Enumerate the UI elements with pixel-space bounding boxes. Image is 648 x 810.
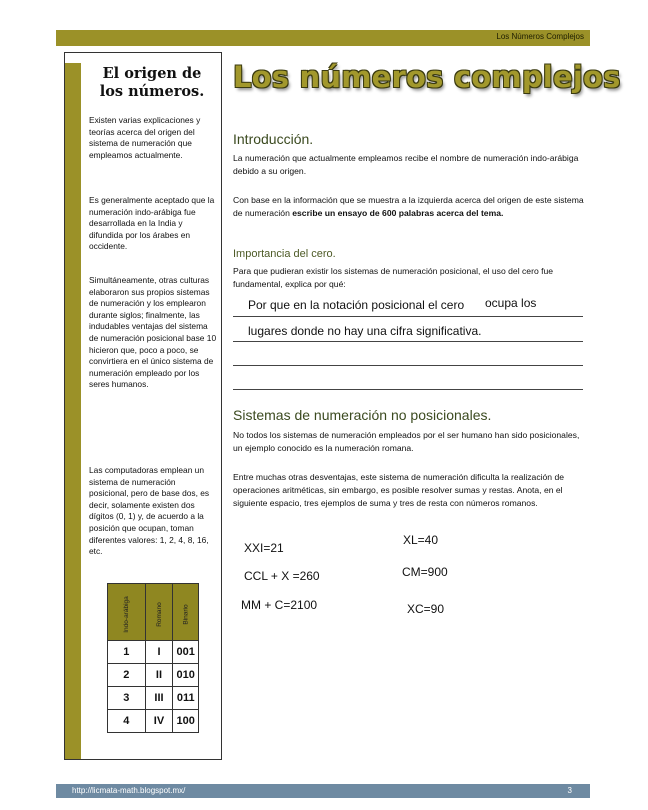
table-row: [108, 687, 199, 710]
table-cell: 4: [108, 710, 146, 733]
numeral-table: [107, 583, 199, 733]
table-cell: IV: [145, 710, 173, 733]
section-heading-non-positional: Sistemas de numeración no posicionales.: [233, 407, 492, 423]
non-positional-instruction: Entre muchas otras desventajas, este sistema de numeración dificulta la realización de operaciones aritméticas, sin embargo, es posible resolver sumas y restas. Anota, en el siguiente espacio, tres ejemplos de suma y tres de resta con números romanos.: [233, 472, 565, 508]
roman-example: CCL + X =260: [244, 569, 320, 583]
table-row: [108, 641, 199, 664]
section-heading-intro: Introducción.: [233, 131, 314, 147]
page-number: 3: [567, 786, 572, 795]
non-positional-paragraph: No todos los sistemas de numeración empleados por el ser humano han sido posicionales, un ejemplo conocido es la numeración romana.: [233, 430, 580, 453]
roman-example: MM + C=2100: [241, 598, 318, 612]
table-header-label: Binario: [182, 604, 190, 625]
roman-example: CM=900: [402, 565, 448, 579]
table-cell: 100: [173, 710, 199, 733]
answer-text: ocupa los: [485, 296, 537, 310]
table-cell: 010: [173, 664, 199, 687]
sidebar-panel: [64, 52, 222, 760]
sidebar-paragraph: Existen varias explicaciones y teorías acerca del origen del sistema de numeración que empleamos actualmente.: [89, 115, 201, 160]
running-title: Los Números Complejos: [496, 32, 584, 41]
table-header-label: Romano: [155, 602, 163, 627]
intro-instruction: [233, 194, 591, 220]
answer-text: Por que en la notación posicional el cero: [248, 298, 465, 312]
footer-url[interactable]: http://licmata-math.blogspot.mx/: [72, 786, 186, 795]
table-header-cell: [108, 584, 146, 641]
answer-line: [233, 365, 583, 366]
intro-paragraph: La numeración que actualmente empleamos recibe el nombre de numeración indo-arábiga debido a su origen.: [233, 153, 579, 176]
instruction-bold-text: escribe un ensayo de 600 palabras acerca del tema.: [292, 208, 504, 218]
table-header-label: Indo-arábiga: [122, 596, 130, 633]
page-title: Los números complejos: [233, 60, 621, 94]
table-cell: III: [145, 687, 173, 710]
sidebar-paragraph: Simultáneamente, otras culturas elaboraron sus propios sistemas de numeración y los emplearon durante siglos; finalmente, las indudables ventajas del sistema de numeración posicional base 10 hicieron que, poco a poco, se convirtiera en el único sistema de numeración empleado por los seres humanos.: [89, 275, 217, 390]
instruction-text: Con base en la información que se muestra a la izquierda acerca del origen de este sistema de numeración: [233, 195, 584, 218]
sidebar-stripe: [65, 63, 81, 759]
roman-example: XL=40: [403, 533, 439, 547]
table-row: [108, 710, 199, 733]
footer-bar: [56, 784, 590, 798]
answer-text: lugares donde no hay una cifra significativa.: [248, 324, 482, 338]
section-heading-zero: Importancia del cero.: [233, 248, 336, 260]
table-cell: II: [145, 664, 173, 687]
table-cell: 3: [108, 687, 146, 710]
table-cell: I: [145, 641, 173, 664]
table-header-cell: [173, 584, 199, 641]
sidebar-paragraph: Es generalmente aceptado que la numeración indo-arábiga fue desarrollada en la India y difundida por los árabes en occidente.: [89, 195, 215, 252]
answer-line: [233, 341, 583, 342]
answer-line: [233, 389, 583, 390]
header-bar: [56, 30, 590, 46]
table-cell: 2: [108, 664, 146, 687]
sidebar-title: El origen de los números.: [99, 65, 205, 100]
table-cell: 1: [108, 641, 146, 664]
table-header-row: [108, 584, 199, 641]
table-cell: 001: [173, 641, 199, 664]
answer-line: [233, 316, 583, 317]
zero-question: Para que pudieran existir los sistemas de numeración posicional, el uso del cero fue fundamental, explica por qué:: [233, 266, 554, 289]
table-cell: 011: [173, 687, 199, 710]
table-header-cell: [145, 584, 173, 641]
sidebar-paragraph: Las computadoras emplean un sistema de numeración posicional, pero de base dos, es decir, solamente existen dos dígitos (0, 1) y, de acuerdo a la posición que ocupan, toman diferentes valores: 1, 2, 4, 8, 16, etc.: [89, 465, 210, 557]
table-row: [108, 664, 199, 687]
roman-example: XXI=21: [244, 541, 284, 555]
roman-example: XC=90: [407, 602, 445, 616]
